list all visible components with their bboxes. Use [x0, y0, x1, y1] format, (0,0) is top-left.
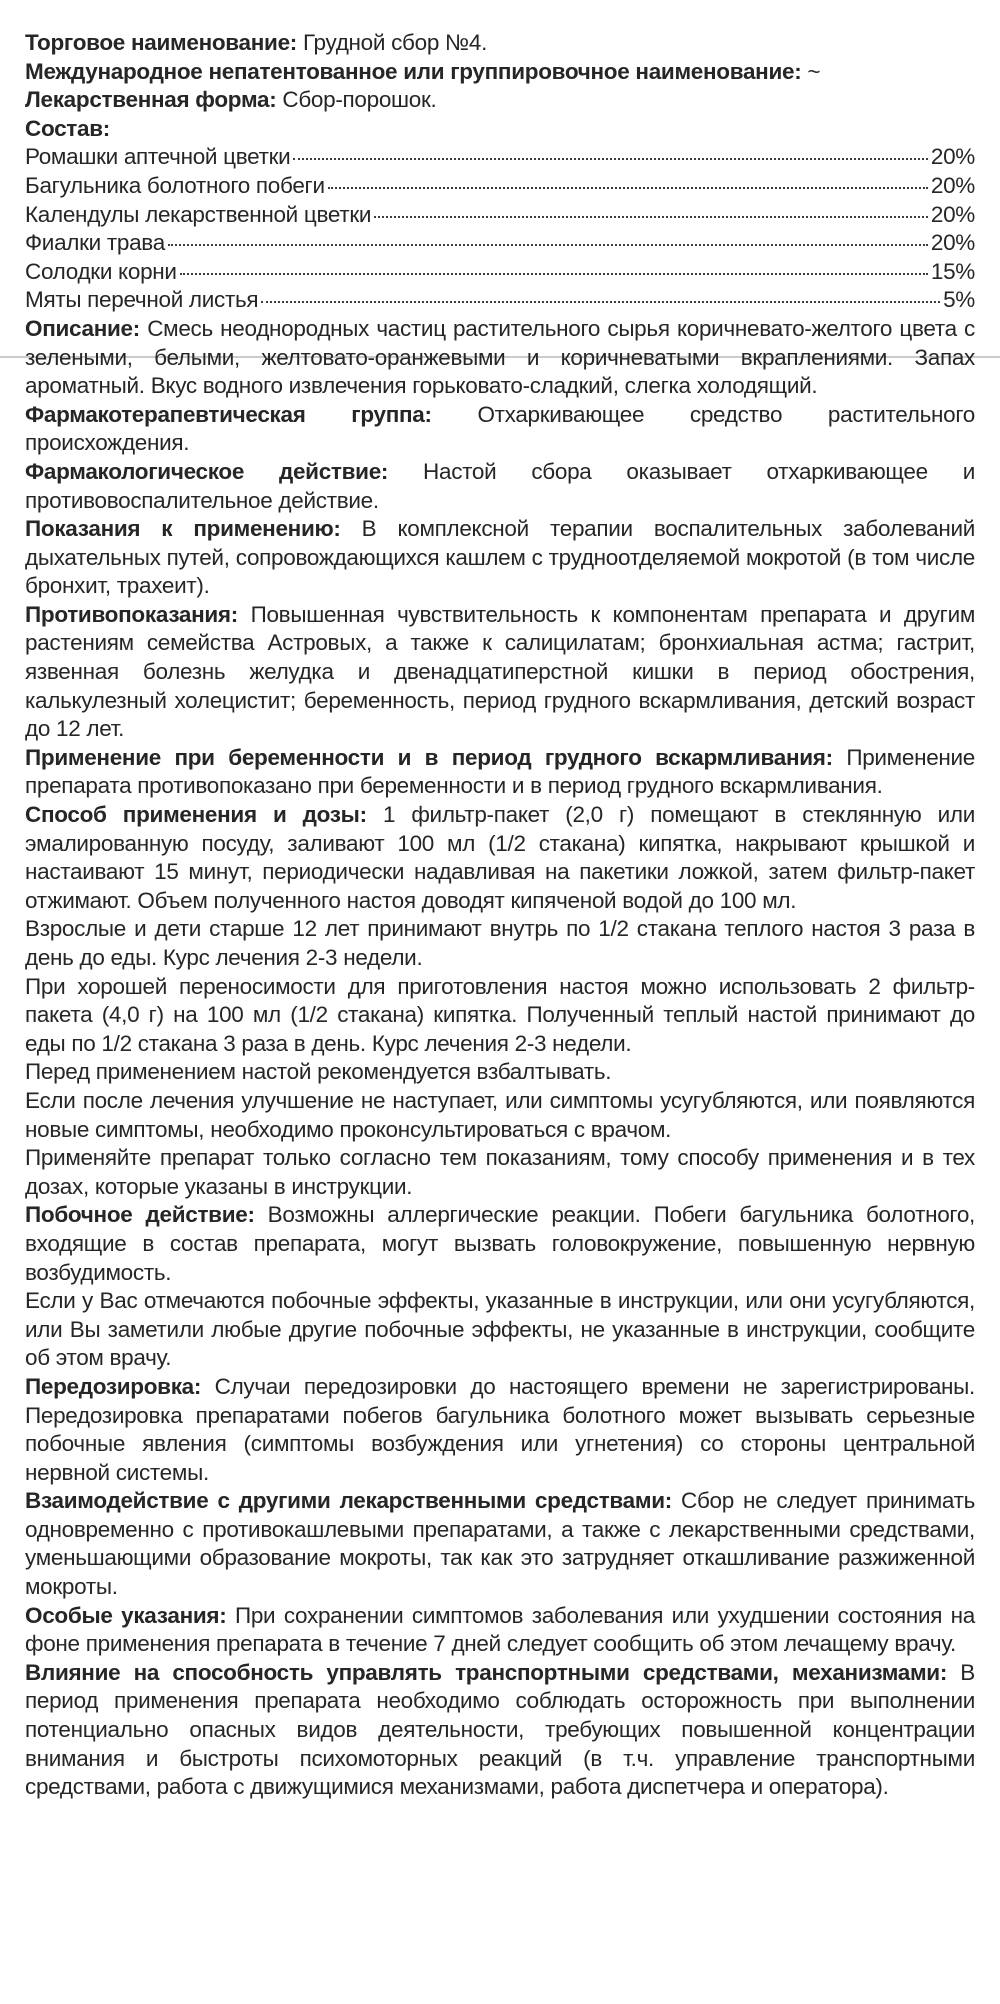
section-description-text: Смесь неоднородных частиц растительного сырья коричневато-желтого цвета с зелеными, белыми, желтовато-оранжевыми и коричневатыми вкраплениями. Запах ароматный. Вкус водного извлечения горьковато-сладкий, слегка холодящий. [25, 315, 975, 399]
section-indications-label: Показания к применению: [25, 516, 341, 542]
section-dosage-label: Способ применения и дозы: [25, 802, 367, 828]
section-contraindications [25, 601, 975, 744]
section-dosage-alternative [25, 973, 975, 1059]
section-contraindications-label: Противопоказания: [25, 601, 238, 627]
section-side-effects-text: Возможны аллергические реакции. Побеги багульника болотного, входящие в состав препарата, могут вызвать головокружение, повышенную нервную возбудимость. [25, 1202, 976, 1285]
section-dosage-adults [25, 915, 975, 972]
section-pharm-group [25, 401, 975, 458]
composition-title: Состав: [25, 115, 110, 141]
dot-leader [168, 244, 928, 246]
section-shake-note [25, 1058, 975, 1087]
ingredient-percent: 20% [930, 144, 975, 170]
field-inn-group-name-label: Международное непатентованное или группировочное наименование: [25, 58, 802, 84]
ingredient-name: Календулы лекарственной цветки [25, 201, 372, 227]
field-dosage-form-label: Лекарственная форма: [25, 87, 277, 113]
composition-row [25, 201, 975, 230]
ingredient-percent: 15% [930, 258, 975, 284]
field-inn-group-name [25, 58, 975, 87]
field-dosage-form-value: Сбор-порошок. [282, 87, 437, 113]
section-driving [25, 1659, 975, 1802]
section-indications [25, 515, 975, 601]
composition-row [25, 172, 975, 201]
dot-leader [293, 158, 927, 160]
ingredient-name: Солодки корни [25, 258, 177, 284]
section-description [25, 315, 975, 401]
dot-leader [374, 216, 928, 218]
section-pregnancy-label: Применение при беременности и в период грудного вскармливания: [25, 744, 833, 770]
section-dosage-adults-text: Взрослые и дети старше 12 лет принимают внутрь по 1/2 стакана теплого настоя 3 раза в день до еды. Курс лечения 2-3 недели. [25, 916, 975, 970]
composition-row [25, 286, 975, 315]
section-usage-note-text: Применяйте препарат только согласно тем показаниям, тому способу применения и в тех дозах, которые указаны в инструкции. [25, 1145, 975, 1199]
dot-leader [180, 273, 928, 275]
composition-row [25, 143, 975, 172]
section-special-instructions-text: При сохранении симптомов заболевания или ухудшении состояния на фоне применения препарата в течение 7 дней следует сообщить об этом лечащему врачу. [25, 1602, 976, 1657]
field-trade-name [25, 29, 975, 58]
section-pharm-group-label: Фармакотерапевтическая группа: [25, 401, 432, 427]
leaflet-text-content [25, 29, 975, 1802]
section-pharm-action [25, 458, 975, 515]
section-side-effects [25, 1201, 975, 1287]
section-indications-text: В комплексной терапии воспалительных заболеваний дыхательных путей, сопровождающихся кашлем с трудноотделяемой мокротой (в том числе бронхит, трахеит). [25, 516, 975, 599]
section-overdose-text: Случаи передозировки до настоящего времени не зарегистрированы. Передозировка препаратами побегов багульника болотного может вызывать серьезные побочные явления (симптомы возбуждения или угнетения) со стороны центральной нервной системы. [25, 1373, 975, 1485]
ingredient-name: Ромашки аптечной цветки [25, 144, 291, 170]
ingredient-name: Багульника болотного побеги [25, 172, 325, 198]
section-shake-note-text: Перед применением настой рекомендуется взбалтывать. [25, 1059, 612, 1085]
section-contraindications-text: Повышенная чувствительность к компонентам препарата и другим растениям семейства Астровых, а также к салицилатам; бронхиальная астма; гастрит, язвенная болезнь желудка и двенадцатиперстной кишки в период обострения, калькулезный холецистит; беременность, период грудного вскармливания, детский возраст до 12 лет. [25, 601, 976, 742]
section-pharm-action-label: Фармакологическое действие: [25, 458, 389, 484]
composition-row [25, 258, 975, 287]
section-consult-doctor-note [25, 1087, 975, 1144]
section-pharm-action-text: Настой сбора оказывает отхаркивающее и противовоспалительное действие. [25, 458, 975, 513]
section-interactions-label: Взаимодействие с другими лекарственными средствами: [25, 1488, 672, 1514]
section-dosage-alternative-text: При хорошей переносимости для приготовления настоя можно использовать 2 фильтр-пакета (4,0 г) на 100 мл (1/2 стакана) кипятка. Полученный теплый настой принимают до еды по 1/2 стакана 3 раза в день. Курс лечения 2-3 недели. [25, 973, 975, 1056]
section-special-instructions-label: Особые указания: [25, 1602, 227, 1628]
section-usage-note [25, 1144, 975, 1201]
ingredient-percent: 20% [930, 230, 975, 256]
section-overdose-label: Передозировка: [25, 1373, 202, 1399]
section-driving-label: Влияние на способность управлять транспортными средствами, механизмами: [25, 1659, 948, 1685]
section-consult-doctor-note-text: Если после лечения улучшение не наступает, или симптомы усугубляются, или появляются новые симптомы, необходимо проконсультироваться с врачом. [25, 1087, 975, 1142]
section-overdose [25, 1373, 975, 1487]
ingredient-name: Мяты перечной листья [25, 287, 259, 313]
field-trade-name-value: Грудной сбор №4. [302, 30, 488, 55]
section-description-label: Описание: [25, 315, 140, 341]
ingredient-percent: 5% [943, 287, 975, 313]
section-interactions [25, 1487, 975, 1601]
field-trade-name-label: Торговое наименование: [25, 30, 297, 55]
section-dosage [25, 801, 975, 915]
composition-row [25, 229, 975, 258]
dot-leader [261, 301, 940, 303]
ingredient-percent: 20% [930, 201, 975, 227]
section-side-effects-note-text: Если у Вас отмечаются побочные эффекты, указанные в инструкции, или они усугубляются, или Вы заметили любые другие побочные эффекты, не указанные в инструкции, сообщите об этом врачу. [25, 1288, 975, 1371]
dot-leader [328, 187, 928, 189]
section-driving-text: В период применения препарата необходимо соблюдать осторожность при выполнении потенциально опасных видов деятельности, требующих повышенной концентрации внимания и быстроты психомоторных реакций (в т.ч. управление транспортными средствами, работа с движущимися механизмами, работа диспетчера и оператора). [25, 1659, 975, 1800]
section-side-effects-note [25, 1287, 975, 1373]
ingredient-name: Фиалки трава [25, 230, 165, 256]
section-side-effects-label: Побочное действие: [25, 1202, 255, 1228]
field-dosage-form [25, 86, 975, 115]
section-pharm-group-text: Отхаркивающее средство растительного происхождения. [25, 401, 975, 456]
section-pregnancy-text: Применение препарата противопоказано при беременности и в период грудного вскармливания. [25, 744, 976, 799]
section-interactions-text: Сбор не следует принимать одновременно с противокашлевыми препаратами, а также с лекарственными средствами, уменьшающими образование мокроты, так как это затрудняет откашливание разжиженной мокроты. [25, 1488, 976, 1600]
section-special-instructions [25, 1602, 975, 1659]
ingredient-percent: 20% [930, 172, 975, 198]
section-dosage-text: 1 фильтр-пакет (2,0 г) помещают в стеклянную или эмалированную посуду, заливают 100 мл (1/2 стакана) кипятка, накрывают крышкой и настаивают 15 минут, периодически надавливая на пакетики ложкой, затем фильтр-пакет отжимают. Объем полученного настоя доводят кипяченой водой до 100 мл. [25, 802, 975, 913]
field-inn-group-name-value: ~ [807, 58, 821, 84]
section-pregnancy [25, 744, 975, 801]
